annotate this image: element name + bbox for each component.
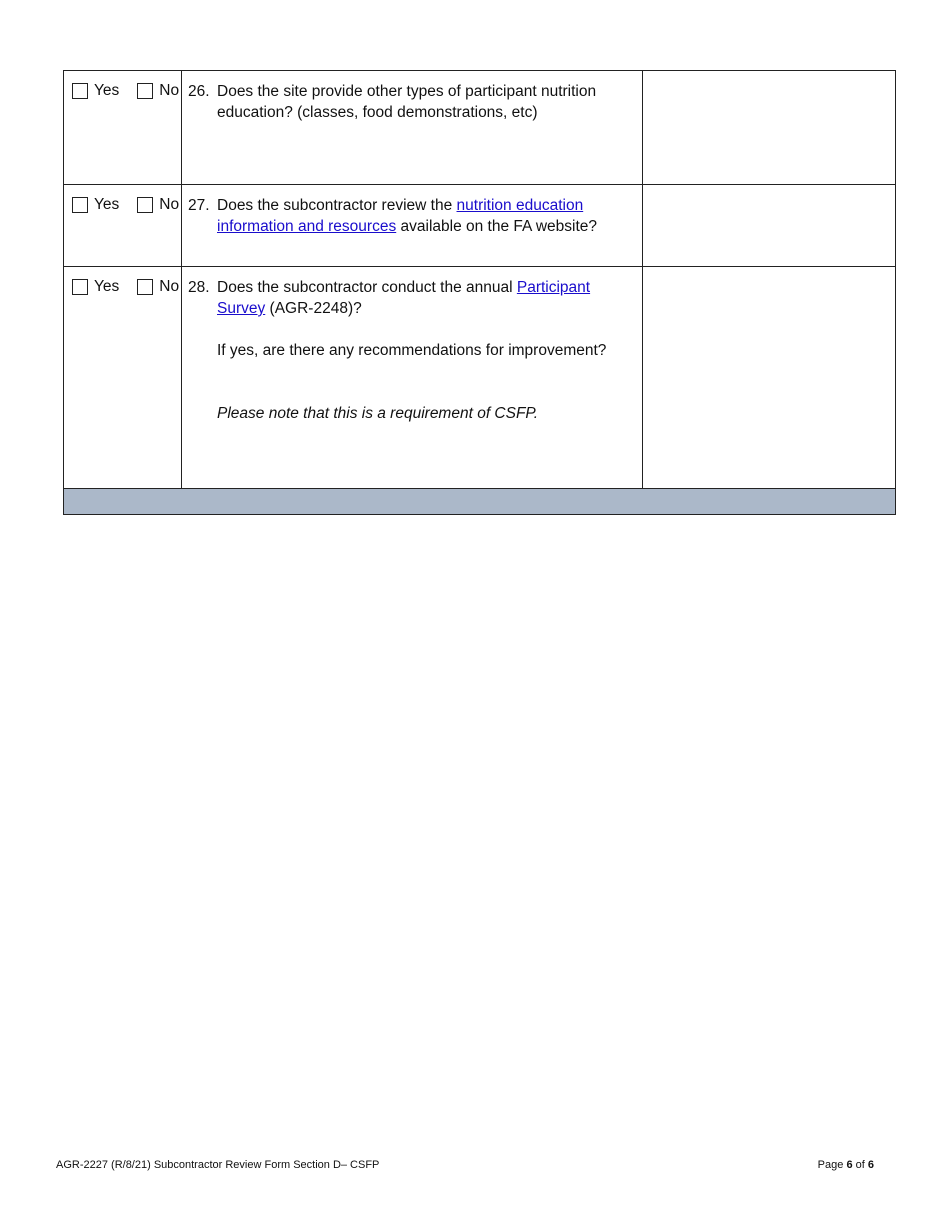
no-label: No (159, 82, 180, 99)
notes-cell-27[interactable] (643, 185, 896, 267)
page-number-footer (818, 1159, 874, 1171)
page-word: Page (817, 1159, 844, 1171)
no-label: No (159, 278, 180, 295)
question-text: Does the subcontractor conduct the annual (217, 279, 517, 296)
question-number: 27. (188, 197, 210, 214)
question-text: Does the site provide other types of participant nutrition (217, 83, 597, 100)
no-checkbox-27[interactable] (137, 197, 153, 213)
yes-checkbox-26[interactable] (72, 83, 88, 99)
question-number: 26. (188, 83, 210, 100)
table-footer-bar (64, 489, 896, 515)
follow-up-question: If yes, are there any recommendations for improvement? (217, 342, 607, 359)
notes-cell-26[interactable] (643, 71, 896, 185)
nutrition-education-link-cont[interactable]: information and resources (217, 218, 397, 235)
question-text: Does the subcontractor review the (217, 197, 457, 214)
page-current: 6 (846, 1159, 853, 1171)
no-label: No (159, 196, 180, 213)
question-text: available on the FA website? (396, 218, 597, 235)
question-cell (182, 267, 643, 489)
yes-checkbox-27[interactable] (72, 197, 88, 213)
question-text: (AGR-2248)? (265, 300, 362, 317)
question-cell (182, 71, 643, 185)
requirement-note: Please note that this is a requirement of CSFP. (217, 405, 539, 422)
yes-label: Yes (94, 278, 120, 295)
yes-checkbox-28[interactable] (72, 279, 88, 295)
no-checkbox-26[interactable] (137, 83, 153, 99)
question-row-28 (64, 267, 896, 489)
yes-label: Yes (94, 82, 120, 99)
question-row-26 (64, 71, 896, 185)
participant-survey-link[interactable]: Participant (516, 279, 591, 296)
question-number: 28. (188, 279, 210, 296)
participant-survey-link-cont[interactable]: Survey (217, 300, 266, 317)
question-cell (182, 185, 643, 267)
no-checkbox-28[interactable] (137, 279, 153, 295)
notes-cell-28[interactable] (643, 267, 896, 489)
yes-label: Yes (94, 196, 120, 213)
question-text: education? (classes, food demonstrations, etc) (217, 104, 538, 121)
page-total: 6 (867, 1159, 874, 1171)
yes-no-cell (64, 267, 182, 489)
nutrition-education-link[interactable]: nutrition education (456, 197, 584, 214)
shaded-bar (64, 489, 896, 515)
form-id-footer: AGR-2227 (R/8/21) Subcontractor Review Form Section D– CSFP (56, 1159, 380, 1171)
yes-no-cell (64, 71, 182, 185)
question-row-27 (64, 185, 896, 267)
page-of: of (855, 1159, 865, 1171)
yes-no-cell (64, 185, 182, 267)
review-table (63, 70, 896, 515)
